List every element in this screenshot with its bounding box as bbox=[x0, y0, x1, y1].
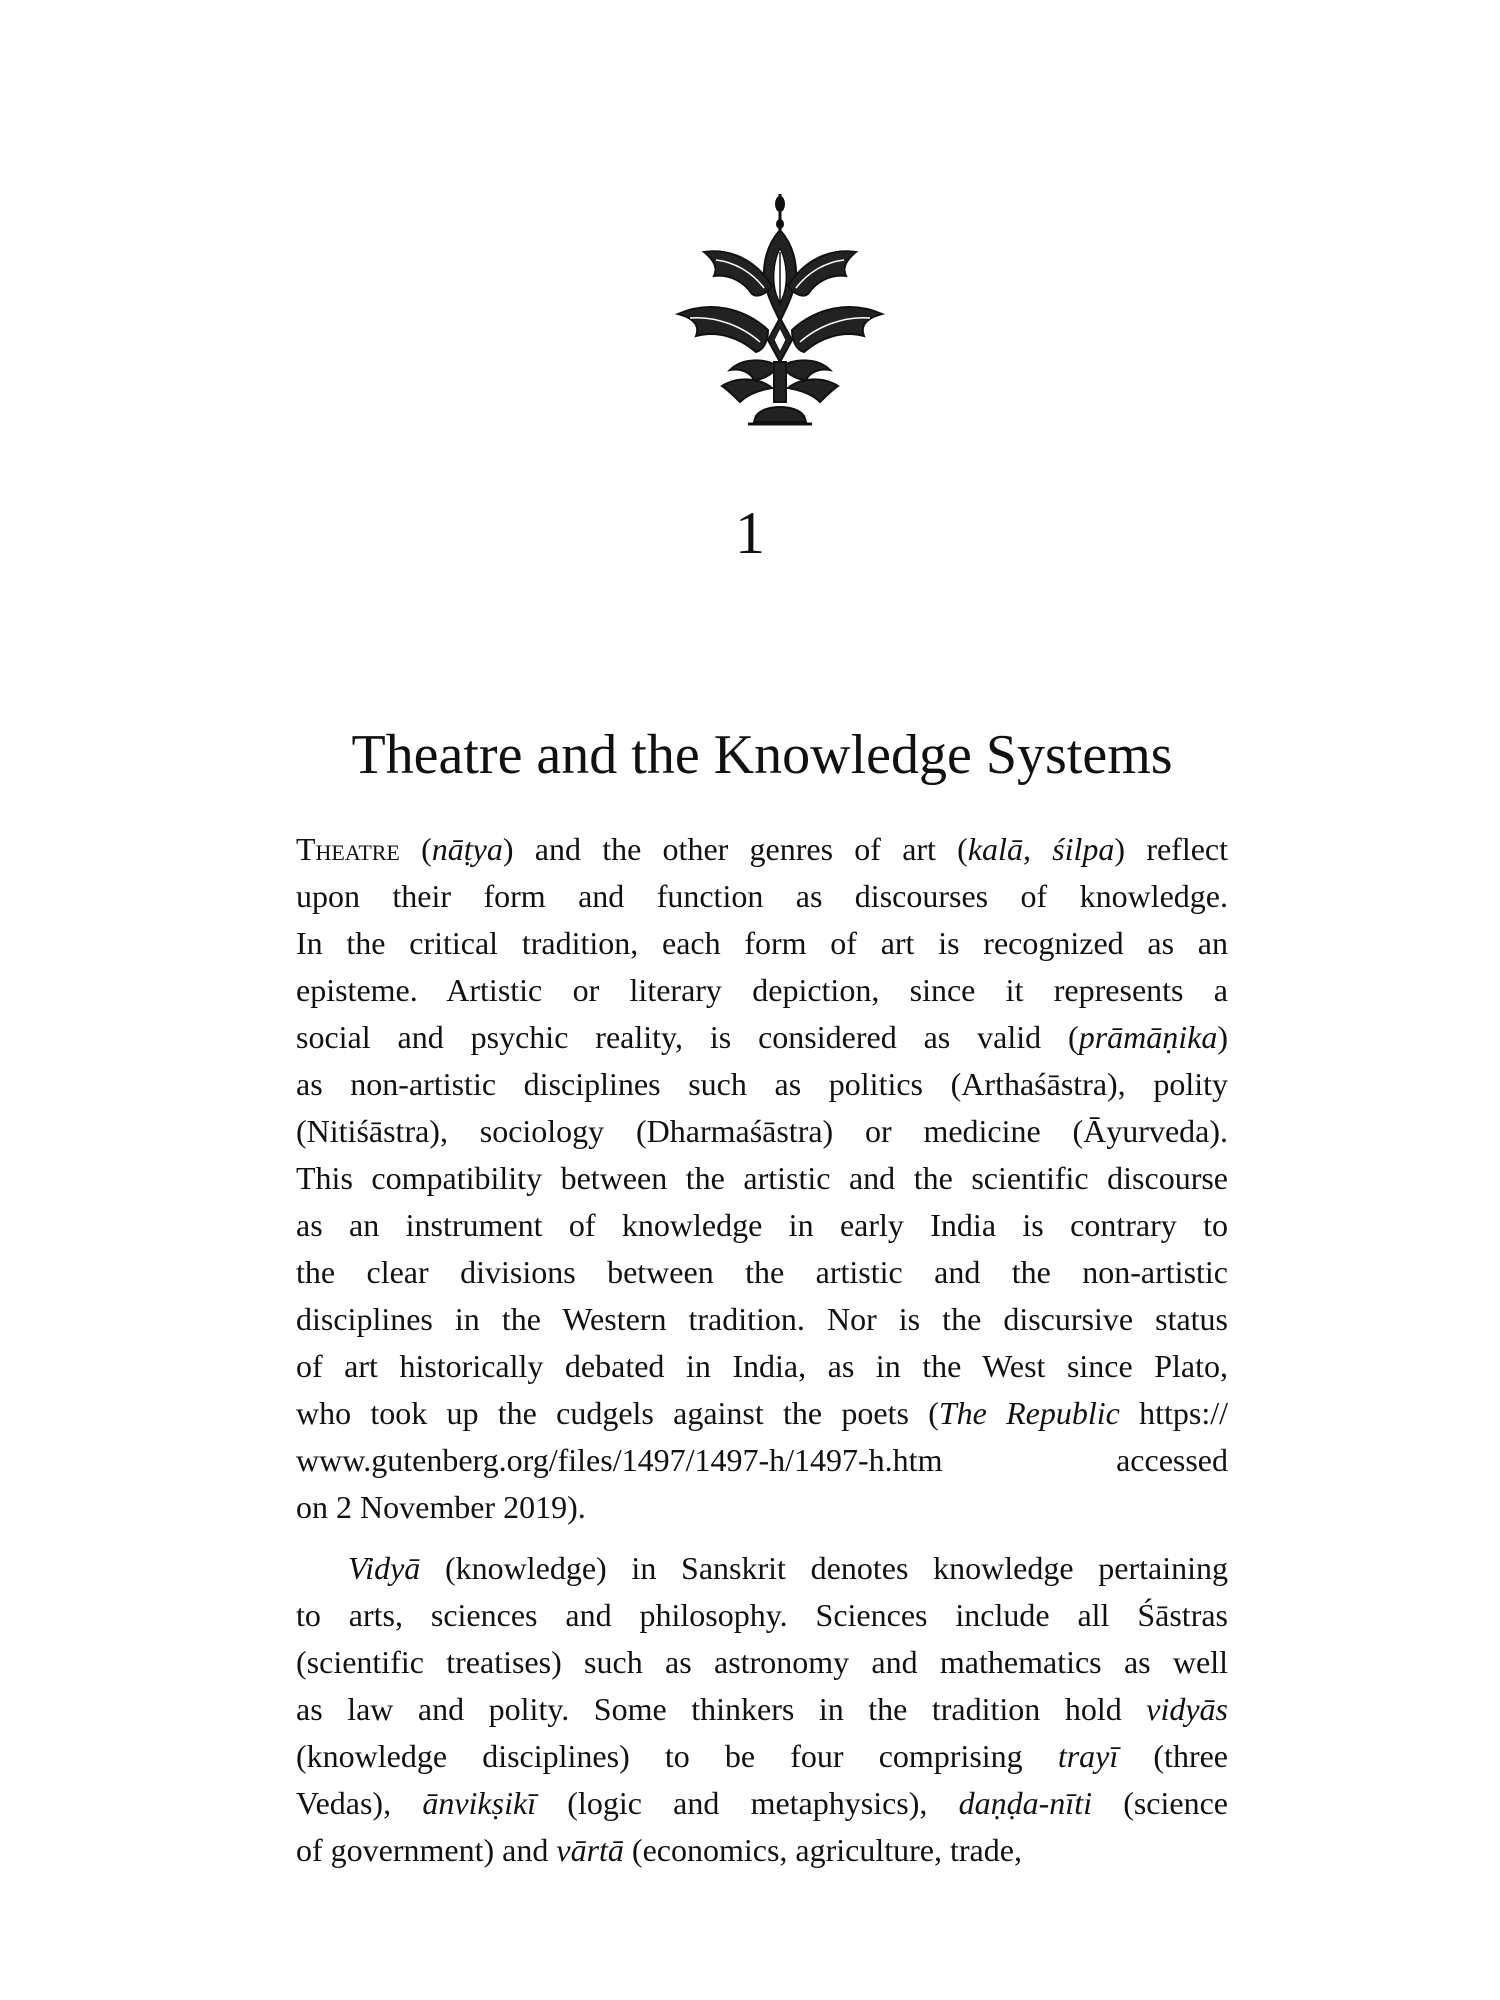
text-line: as an instrument of knowledge in early India is contrary to bbox=[296, 1207, 1228, 1243]
floral-ornament-icon bbox=[660, 190, 900, 430]
text-line: of government) and vārtā (economics, agriculture, trade, bbox=[296, 1832, 1022, 1868]
chapter-number: 1 bbox=[735, 500, 765, 566]
text-line: the clear divisions between the artistic and the non-artistic bbox=[296, 1254, 1228, 1290]
text-line: www.gutenberg.org/files/1497/1497-h/1497-h.htm accessed bbox=[296, 1442, 1228, 1478]
text-line: of art historically debated in India, as in the West since Plato, bbox=[296, 1348, 1228, 1384]
text-line: on 2 November 2019). bbox=[296, 1489, 586, 1525]
paragraph bbox=[296, 826, 1228, 1531]
text-line: upon their form and function as discourses of knowledge. bbox=[296, 878, 1228, 914]
text-line: disciplines in the Western tradition. Nor is the discursive status bbox=[296, 1301, 1228, 1337]
chapter-body bbox=[296, 826, 1228, 1874]
text-line: as law and polity. Some thinkers in the tradition hold vidyās bbox=[296, 1691, 1228, 1727]
text-line: (scientific treatises) such as astronomy and mathematics as well bbox=[296, 1644, 1228, 1680]
text-line: to arts, sciences and philosophy. Sciences include all Śāstras bbox=[296, 1597, 1228, 1633]
text-line: Vedas), ānvikṣikī (logic and metaphysics), daṇḍa-nīti (science bbox=[296, 1785, 1229, 1821]
text-line: In the critical tradition, each form of art is recognized as an bbox=[296, 925, 1228, 961]
text-line: This compatibility between the artistic and the scientific discourse bbox=[296, 1160, 1228, 1196]
paragraph bbox=[296, 1545, 1228, 1874]
text-line: episteme. Artistic or literary depiction, since it represents a bbox=[296, 972, 1228, 1008]
text-line: as non-artistic disciplines such as politics (Arthaśāstra), polity bbox=[296, 1066, 1228, 1102]
text-line: social and psychic reality, is considered as valid (prāmāṇika) bbox=[296, 1019, 1228, 1055]
text-line: Vidyā (knowledge) in Sanskrit denotes knowledge pertaining bbox=[348, 1550, 1228, 1586]
text-line: (Nitiśāstra), sociology (Dharmaśāstra) or medicine (Āyurveda). bbox=[296, 1113, 1228, 1149]
text-line: who took up the cudgels against the poets (The Republic https:// bbox=[296, 1395, 1229, 1431]
chapter-title: Theatre and the Knowledge Systems bbox=[351, 724, 1173, 786]
text-line: (knowledge disciplines) to be four comprising trayī (three bbox=[296, 1738, 1229, 1774]
text-line: Theatre (nāṭya) and the other genres of art (kalā, śilpa) reflect bbox=[296, 831, 1229, 867]
